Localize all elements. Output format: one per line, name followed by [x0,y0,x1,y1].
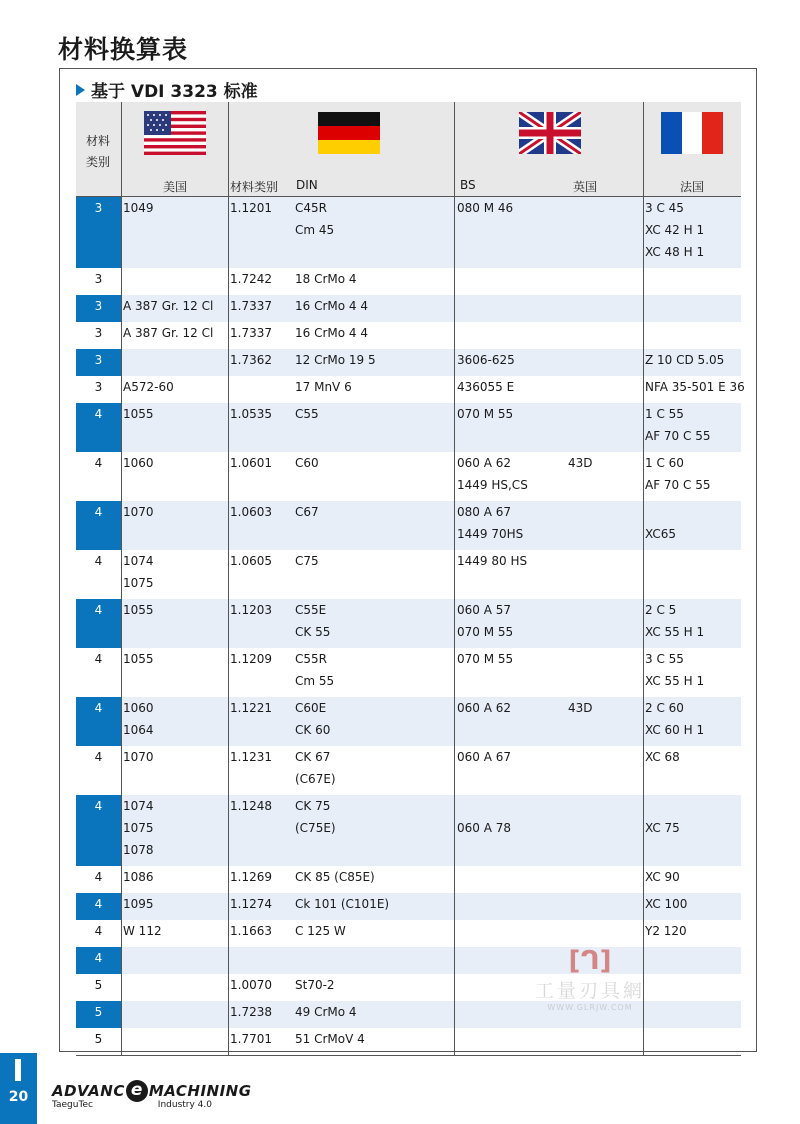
table-row [76,403,741,452]
cell-usa: 1086 [123,870,154,884]
table-row [76,1028,741,1055]
table-body [76,197,745,1055]
table-row [76,697,741,746]
cell-wn: 1.1269 [230,870,272,884]
cell-din: C67 [295,505,319,519]
cell-fr: XC 75 [645,821,680,835]
cell-wn: 1.7238 [230,1005,272,1019]
material-category: 5 [94,978,103,992]
cell-bs2: 43D [568,701,593,715]
table-row [76,795,741,866]
material-category: 4 [94,456,103,470]
conversion-table [76,102,745,1055]
logo-text-left: ADVANC [52,1082,125,1100]
table-bottom-border [76,1055,741,1056]
cell-usa: 1070 [123,750,154,764]
cell-wn: 1.7337 [230,299,272,313]
watermark [535,946,645,1012]
material-category: 3 [94,380,103,394]
watermark-text: 工量刃具網 [535,980,646,1002]
header-mat-cat: 材料类别 [230,180,279,194]
table-row [76,920,741,947]
cell-din: 12 CrMo 19 5 [295,353,376,367]
cell-din: C55R Cm 55 [295,652,335,688]
table-row [76,322,741,349]
material-category: 4 [76,501,121,550]
logo-text-right: MACHINING [148,1082,252,1100]
header-uk: 英国 [573,180,598,194]
cell-wn: 1.0605 [230,554,272,568]
cell-din: Ck 101 (C101E) [295,897,390,911]
cell-usa: 1055 [123,603,154,617]
cell-din: St70-2 [295,978,335,992]
cell-din: C55E CK 55 [295,603,331,639]
cell-usa: 1060 1064 [123,701,154,737]
column-divider [643,102,644,1055]
cell-bs: 436055 E [457,380,515,394]
cell-usa: A 387 Gr. 12 Cl [123,299,214,313]
cell-fr: XC 100 [645,897,688,911]
cell-bs: 3606-625 [457,353,515,367]
uk-flag-icon [519,112,581,154]
material-category: 4 [94,652,103,666]
cell-fr: 1 C 60 AF 70 C 55 [645,456,711,492]
cell-wn: 1.1663 [230,924,272,938]
header-france: 法国 [680,180,705,194]
table-row [76,349,741,376]
cell-usa: A572-60 [123,380,174,394]
cell-fr: XC 68 [645,750,680,764]
cell-bs: 060 A 78 [457,821,512,835]
cell-din: C45R Cm 45 [295,201,335,237]
header-usa: 美国 [163,180,188,194]
page-title: 材料换算表 [58,35,189,64]
cell-usa: A 387 Gr. 12 Cl [123,326,214,340]
cell-din: 16 CrMo 4 4 [295,326,368,340]
cell-din: C75 [295,554,319,568]
header-cat-label-1: 材料 [86,134,111,148]
cell-fr: 3 C 55 XC 55 H 1 [645,652,705,688]
cell-bs: 080 M 46 [457,201,514,215]
cell-usa: 1049 [123,201,154,215]
subtitle-text: 基于 VDI 3323 标准 [91,82,258,102]
triangle-bullet-icon [76,84,85,96]
germany-flag-icon [318,112,380,154]
table-row [76,197,741,268]
logo-sub-left: TaeguTec [52,1100,93,1110]
cell-din: 18 CrMo 4 [295,272,357,286]
cell-din: CK 67 (C67E) [295,750,336,786]
cell-usa: 1055 [123,407,154,421]
table-row [76,648,741,697]
cell-din: 51 CrMoV 4 [295,1032,365,1046]
material-category: 5 [94,1032,103,1046]
material-category: 4 [76,403,121,452]
cell-fr: NFA 35-501 E 36 [645,380,745,394]
cell-din: CK 85 (C85E) [295,870,375,884]
table-header [76,102,741,197]
cell-wn: 1.1221 [230,701,272,715]
table-row [76,376,745,403]
company-logo [52,1080,252,1110]
header-bs: BS [460,178,476,192]
cell-fr: 2 C 60 XC 60 H 1 [645,701,705,737]
cell-usa: 1095 [123,897,154,911]
cell-fr: XC 90 [645,870,680,884]
material-category: 3 [76,295,121,322]
page-tab [0,1053,37,1124]
table-row [76,452,741,501]
cell-bs: 060 A 62 1449 HS,CS [457,456,528,492]
table-row [76,550,741,599]
cell-usa: 1060 [123,456,154,470]
cell-wn: 1.7337 [230,326,272,340]
cell-fr: 2 C 5 XC 55 H 1 [645,603,705,639]
header-din: DIN [296,178,318,192]
cell-fr: 1 C 55 AF 70 C 55 [645,407,711,443]
table-row [76,268,741,295]
cell-wn: 1.1231 [230,750,272,764]
material-category: 3 [94,326,103,340]
table-row [76,501,741,550]
material-category: 4 [94,924,103,938]
material-category: 4 [94,870,103,884]
material-category: 4 [76,893,121,920]
cell-fr: Z 10 CD 5.05 [645,353,725,367]
cell-din: 16 CrMo 4 4 [295,299,368,313]
table-row [76,893,741,920]
cell-fr: Y2 120 [645,924,687,938]
cell-fr: 3 C 45 XC 42 H 1 XC 48 H 1 [645,201,705,259]
cell-wn: 1.1274 [230,897,272,911]
watermark-logo-icon: [ᒉ] [568,946,612,976]
column-divider [121,102,122,1055]
cell-din: C 125 W [295,924,346,938]
table-row [76,295,741,322]
material-category: 4 [76,795,121,866]
material-category: 4 [94,554,103,568]
cell-bs: 070 M 55 [457,652,514,666]
table-row [76,746,741,795]
cell-din: CK 75 (C75E) [295,799,336,835]
cell-bs: 1449 80 HS [457,554,528,568]
cell-wn: 1.0601 [230,456,272,470]
cell-din: 49 CrMo 4 [295,1005,357,1019]
table-row [76,866,741,893]
cell-bs: 070 M 55 [457,407,514,421]
cell-usa: 1055 [123,652,154,666]
table-row [76,599,741,648]
cell-bs: 060 A 62 [457,701,512,715]
cell-wn: 1.7362 [230,353,272,367]
cell-wn: 1.1248 [230,799,272,813]
column-divider [228,102,229,1055]
cell-din: C60E CK 60 [295,701,331,737]
cell-usa: 1074 1075 1078 [123,799,154,857]
material-category: 3 [76,349,121,376]
cell-wn: 1.1201 [230,201,272,215]
cell-wn: 1.1209 [230,652,272,666]
material-category: 4 [94,750,103,764]
cell-bs: 060 A 57 070 M 55 [457,603,514,639]
cell-din: 17 MnV 6 [295,380,352,394]
header-cat-label-2: 类别 [86,155,111,169]
cell-wn: 1.7242 [230,272,272,286]
material-category: 4 [76,947,121,974]
cell-wn: 1.0535 [230,407,272,421]
cell-din: C60 [295,456,319,470]
page-number: 20 [8,1089,29,1105]
cell-wn: 1.7701 [230,1032,272,1046]
cell-wn: 1.0603 [230,505,272,519]
cell-bs: 060 A 67 [457,750,512,764]
material-category: 3 [76,197,121,268]
cell-usa: W 112 [123,924,162,938]
section-subtitle [76,77,258,102]
logo-e: e [126,1080,148,1102]
cell-wn: 1.0070 [230,978,272,992]
column-divider [454,102,455,1055]
material-category: 5 [76,1001,121,1028]
usa-flag-icon [144,111,206,155]
material-category: 3 [94,272,103,286]
logo-sub-right: Industry 4.0 [157,1100,212,1110]
cell-wn: 1.1203 [230,603,272,617]
section-mark [15,1059,21,1081]
cell-bs: 080 A 67 1449 70HS [457,505,524,541]
france-flag-icon [661,112,723,154]
cell-din: C55 [295,407,319,421]
cell-fr: XC65 [645,527,676,541]
cell-usa: 1074 1075 [123,554,154,590]
cell-usa: 1070 [123,505,154,519]
material-category: 4 [76,697,121,746]
cell-bs2: 43D [568,456,593,470]
material-category: 4 [76,599,121,648]
watermark-url: WWW.GLRJW.COM [547,1003,633,1012]
